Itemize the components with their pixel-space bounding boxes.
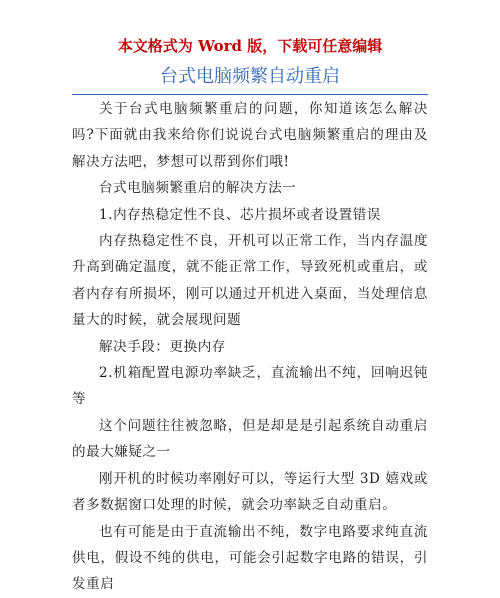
document-body — [72, 96, 428, 598]
paragraph-item-2: 2.机箱配置电源功率缺乏，直流输出不纯，回响迟钝等 — [72, 365, 428, 408]
format-banner: 本文格式为 Word 版，下载可任意编辑 — [117, 37, 383, 55]
paragraph-power-detail: 刚开机的时候功率刚好可以，等运行大型 3D 嬉戏或者多数据窗口处理的时候，就会功率缺乏自动重启。 — [72, 470, 428, 514]
paragraph-memory-detail: 内存热稳定性不良，开机可以正常工作，当内存温度升高到确定温度，就不能正常工作，导致死机或重启，或者内存有所损坏，刚可以通过开机进入桌面，当处理信息量大的时候，就会展现问题 — [72, 233, 428, 329]
paragraph-power-note: 这个问题往往被忽略，但是却是是引起系统自动重启的最大嫌疑之一 — [72, 417, 428, 461]
paragraph-memory-solution: 解决手段：更换内存 — [99, 338, 226, 355]
title-underline — [72, 94, 428, 95]
paragraph-method-heading: 台式电脑频繁重启的解决方法一 — [99, 180, 297, 197]
paragraph-item-1: 1.内存热稳定性不良、芯片损坏或者设置错误 — [99, 206, 381, 223]
paragraph-dc-output: 也有可能是由于直流输出不纯，数字电路要求纯直流供电，假设不纯的供电，可能会引起数字电路的错误，引发重启 — [72, 523, 428, 593]
document-title: 台式电脑频繁自动重启 — [160, 66, 340, 87]
paragraph-intro: 关于台式电脑频繁重启的问题，你知道该怎么解决吗?下面就由我来给你们说说台式电脑频繁重启的理由及解决方法吧，梦想可以帮到你们哦! — [72, 101, 428, 170]
